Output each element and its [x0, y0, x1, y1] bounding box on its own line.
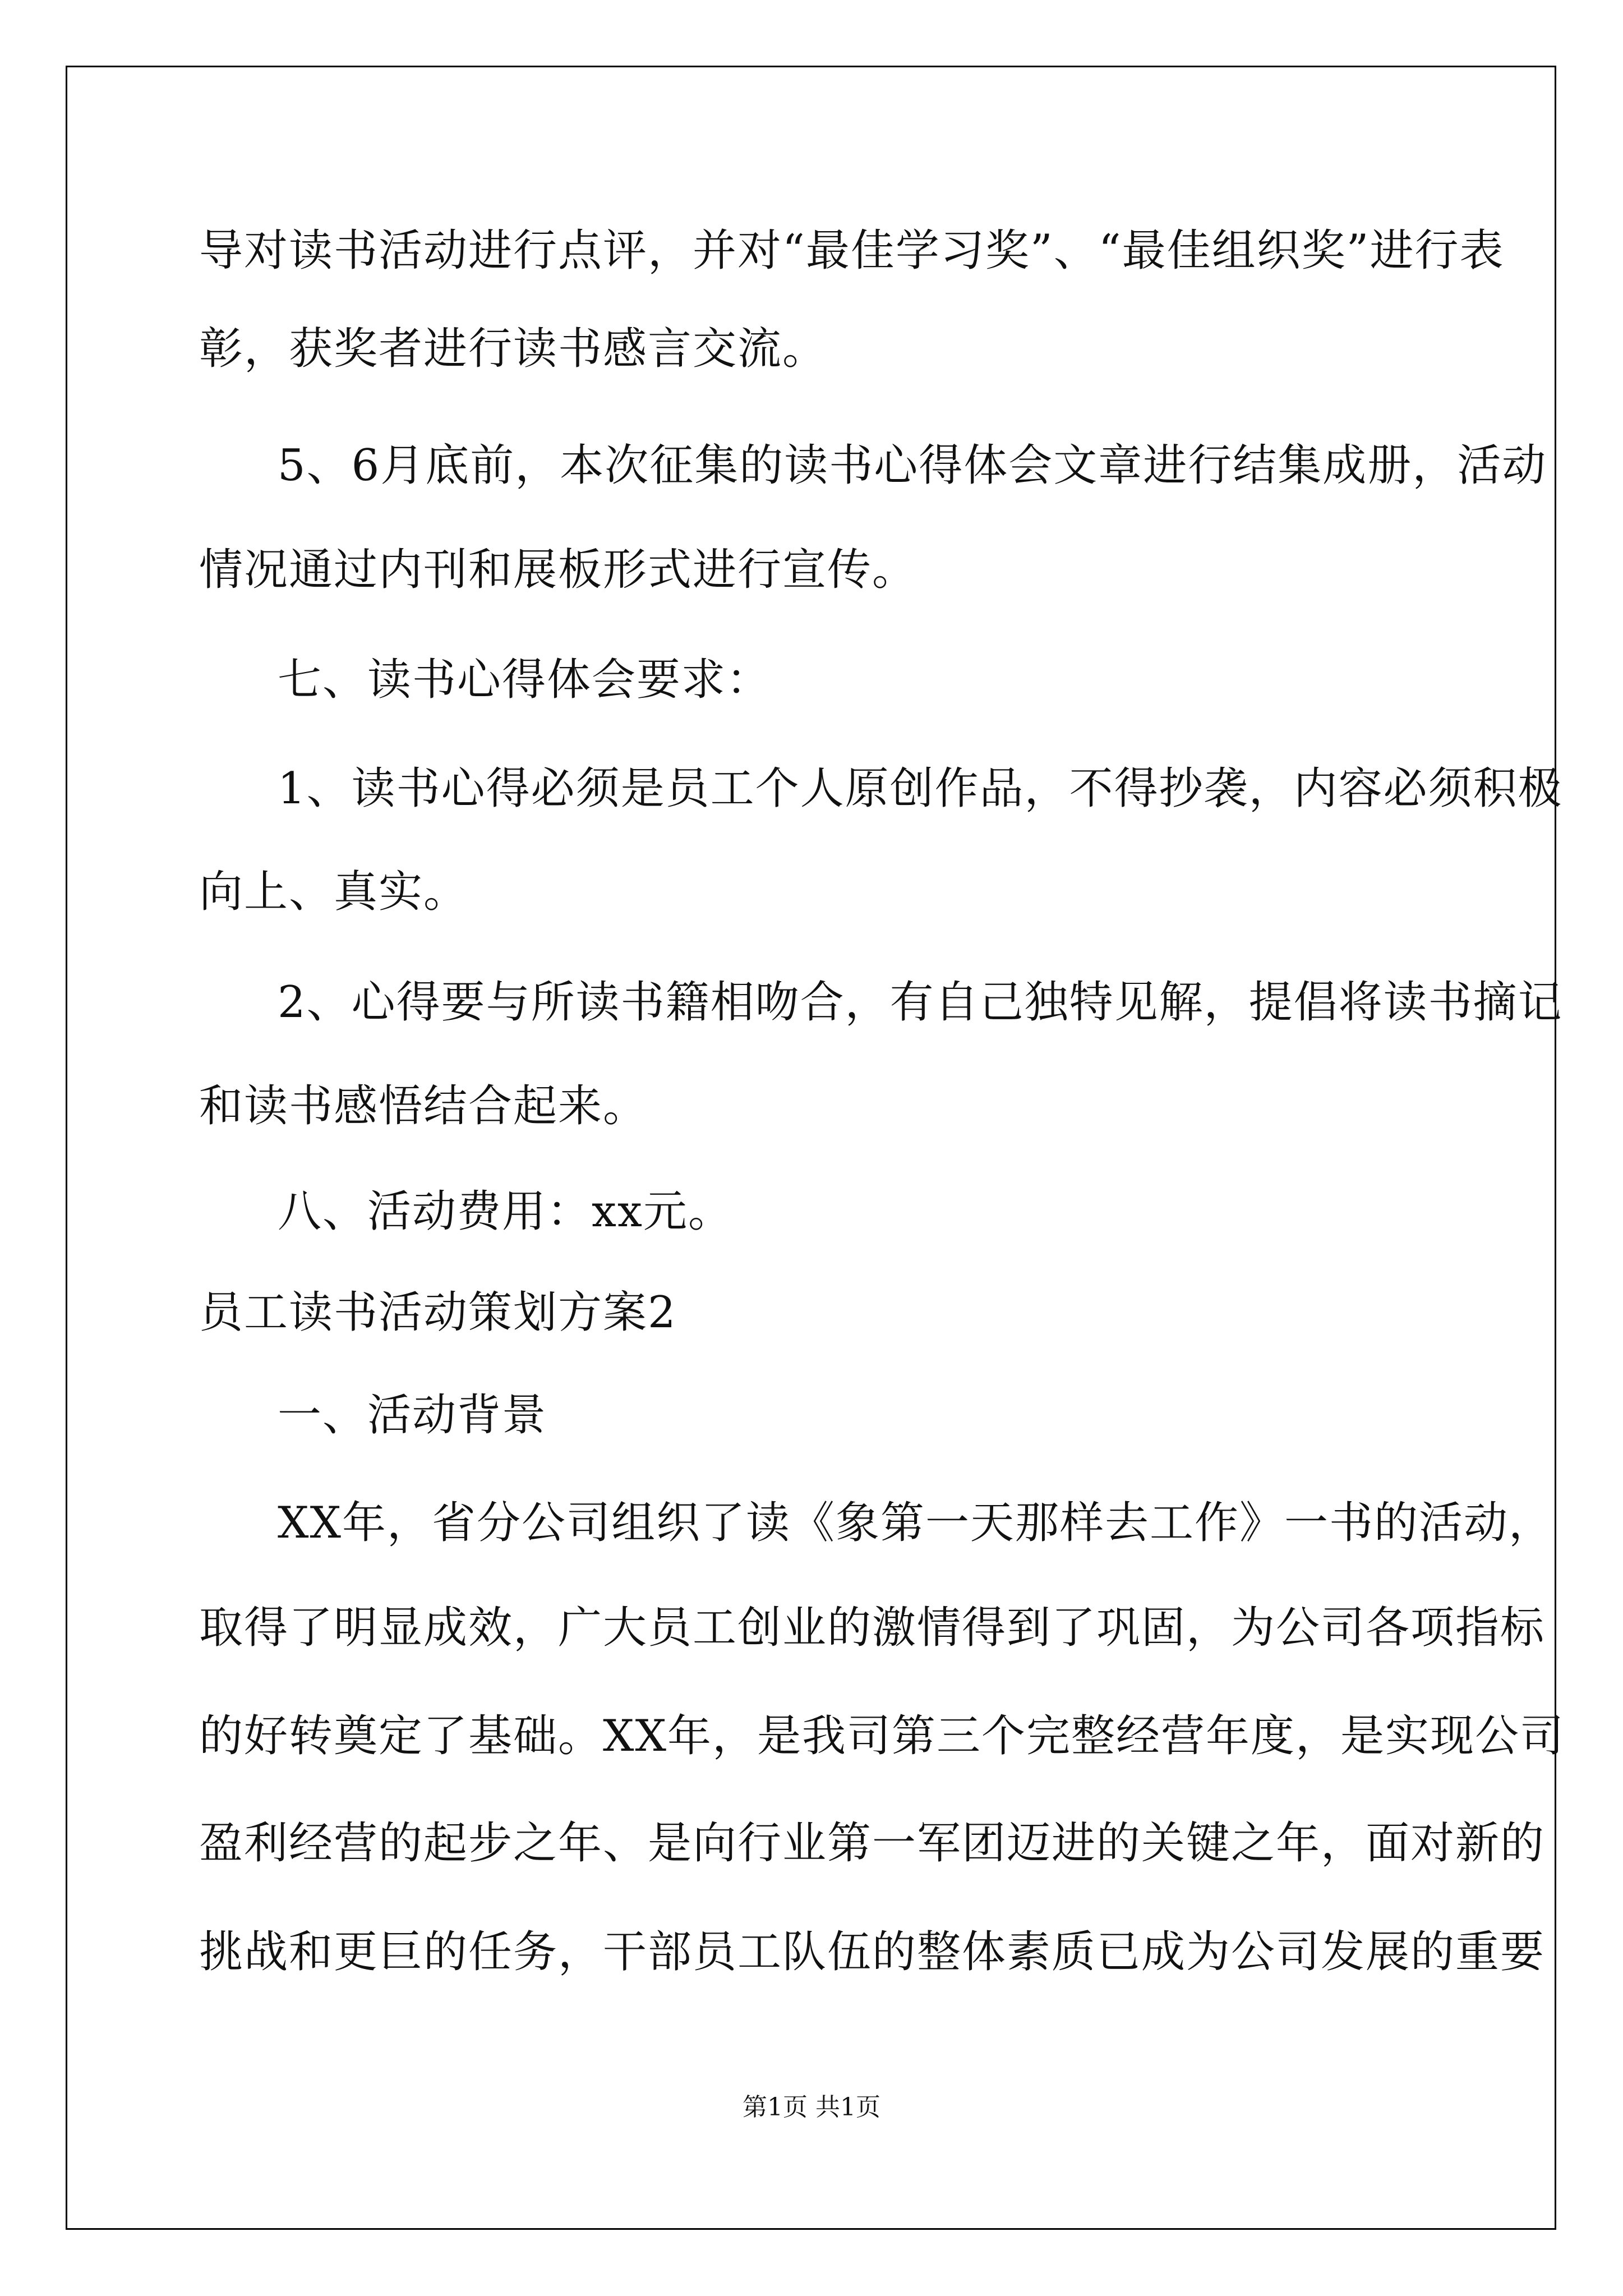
- section-heading: 七、读书心得体会要求：: [278, 655, 772, 705]
- text-line: 的好转奠定了基础。XX年，是我司第三个完整经营年度，是实现公司: [199, 1711, 1565, 1761]
- text-line: 向上、真实。: [199, 867, 469, 917]
- page-footer: 第1页 共1页: [743, 2093, 880, 2122]
- text-line: 导对读书活动进行点评，并对“最佳学习奖”、“最佳组织奖”进行表: [199, 226, 1505, 276]
- section-heading: 一、活动背景: [278, 1390, 547, 1441]
- text-line: 2、心得要与所读书籍相吻合，有自己独特见解，提倡将读书摘记: [278, 977, 1563, 1028]
- text-line: 1、读书心得必须是员工个人原创作品，不得抄袭，内容必须积极: [278, 763, 1563, 814]
- text-line: 盈利经营的起步之年、是向行业第一军团迈进的关键之年，面对新的: [199, 1818, 1546, 1869]
- text-line: 和读书感悟结合起来。: [199, 1081, 648, 1131]
- text-line: 挑战和更巨的任务，干部员工队伍的整体素质已成为公司发展的重要: [199, 1927, 1546, 1977]
- text-line: 彰，获奖者进行读书感言交流。: [199, 324, 828, 374]
- text-line: 取得了明显成效，广大员工创业的激情得到了巩固，为公司各项指标: [199, 1603, 1546, 1653]
- text-line: 5、6月底前，本次征集的读书心得体会文章进行结集成册，活动: [278, 440, 1547, 491]
- text-line: XX年，省分公司组织了读《象第一天那样去工作》一书的活动，: [278, 1498, 1554, 1548]
- text-line: 情况通过内刊和展板形式进行宣传。: [199, 545, 917, 595]
- document-title: 员工读书活动策划方案2: [199, 1287, 677, 1338]
- section-heading: 八、活动费用：xx元。: [278, 1186, 733, 1237]
